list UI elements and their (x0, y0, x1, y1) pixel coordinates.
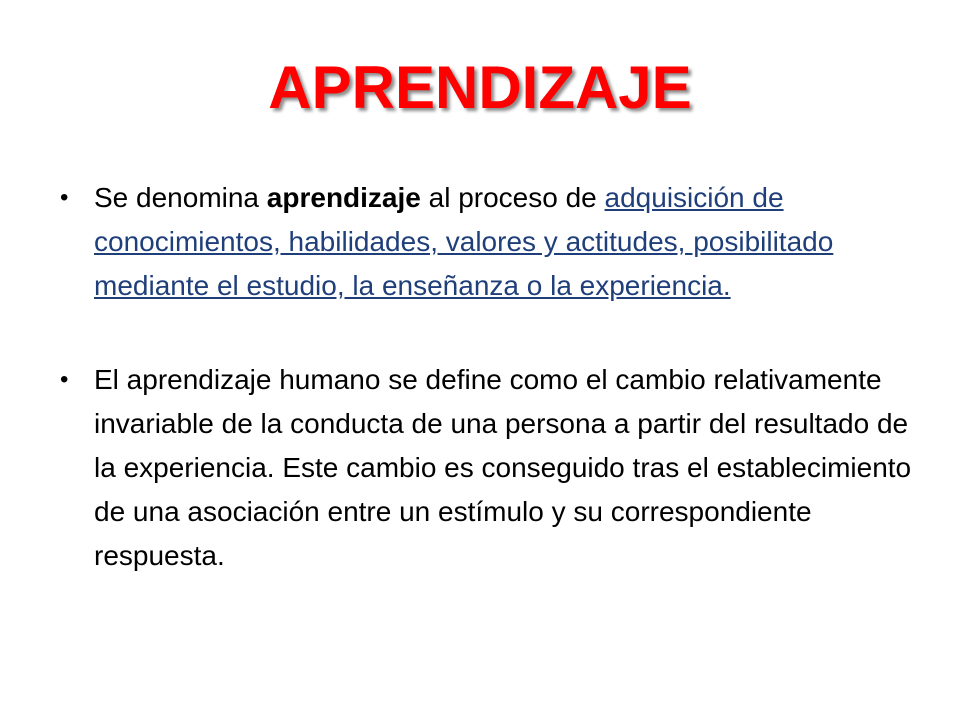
bullet-marker: • (60, 184, 69, 211)
bullet-definition (58, 176, 928, 308)
bullet-list (58, 176, 928, 578)
definition-text-after: al proceso de (420, 182, 605, 213)
definition-bold-term: aprendizaje (266, 182, 421, 213)
slide-title: APRENDIZAJE (268, 54, 692, 121)
human-learning-text: El aprendizaje humano se define como el cambio relativamente invariable de la conducta de una persona a partir del resultado de la experiencia. Este cambio es conseguido tras el establecimiento de una asociación entre un estímulo y su correspondiente respuesta. (94, 364, 912, 571)
definition-text-before: Se denomina (94, 182, 267, 213)
bullet-human-learning (58, 358, 928, 578)
definition-link[interactable]: adquisición de conocimientos, habilidades, valores y actitudes, posibilitado mediante el estudio, la enseñanza o la experiencia. (94, 182, 834, 301)
bullet-marker: • (60, 366, 69, 393)
